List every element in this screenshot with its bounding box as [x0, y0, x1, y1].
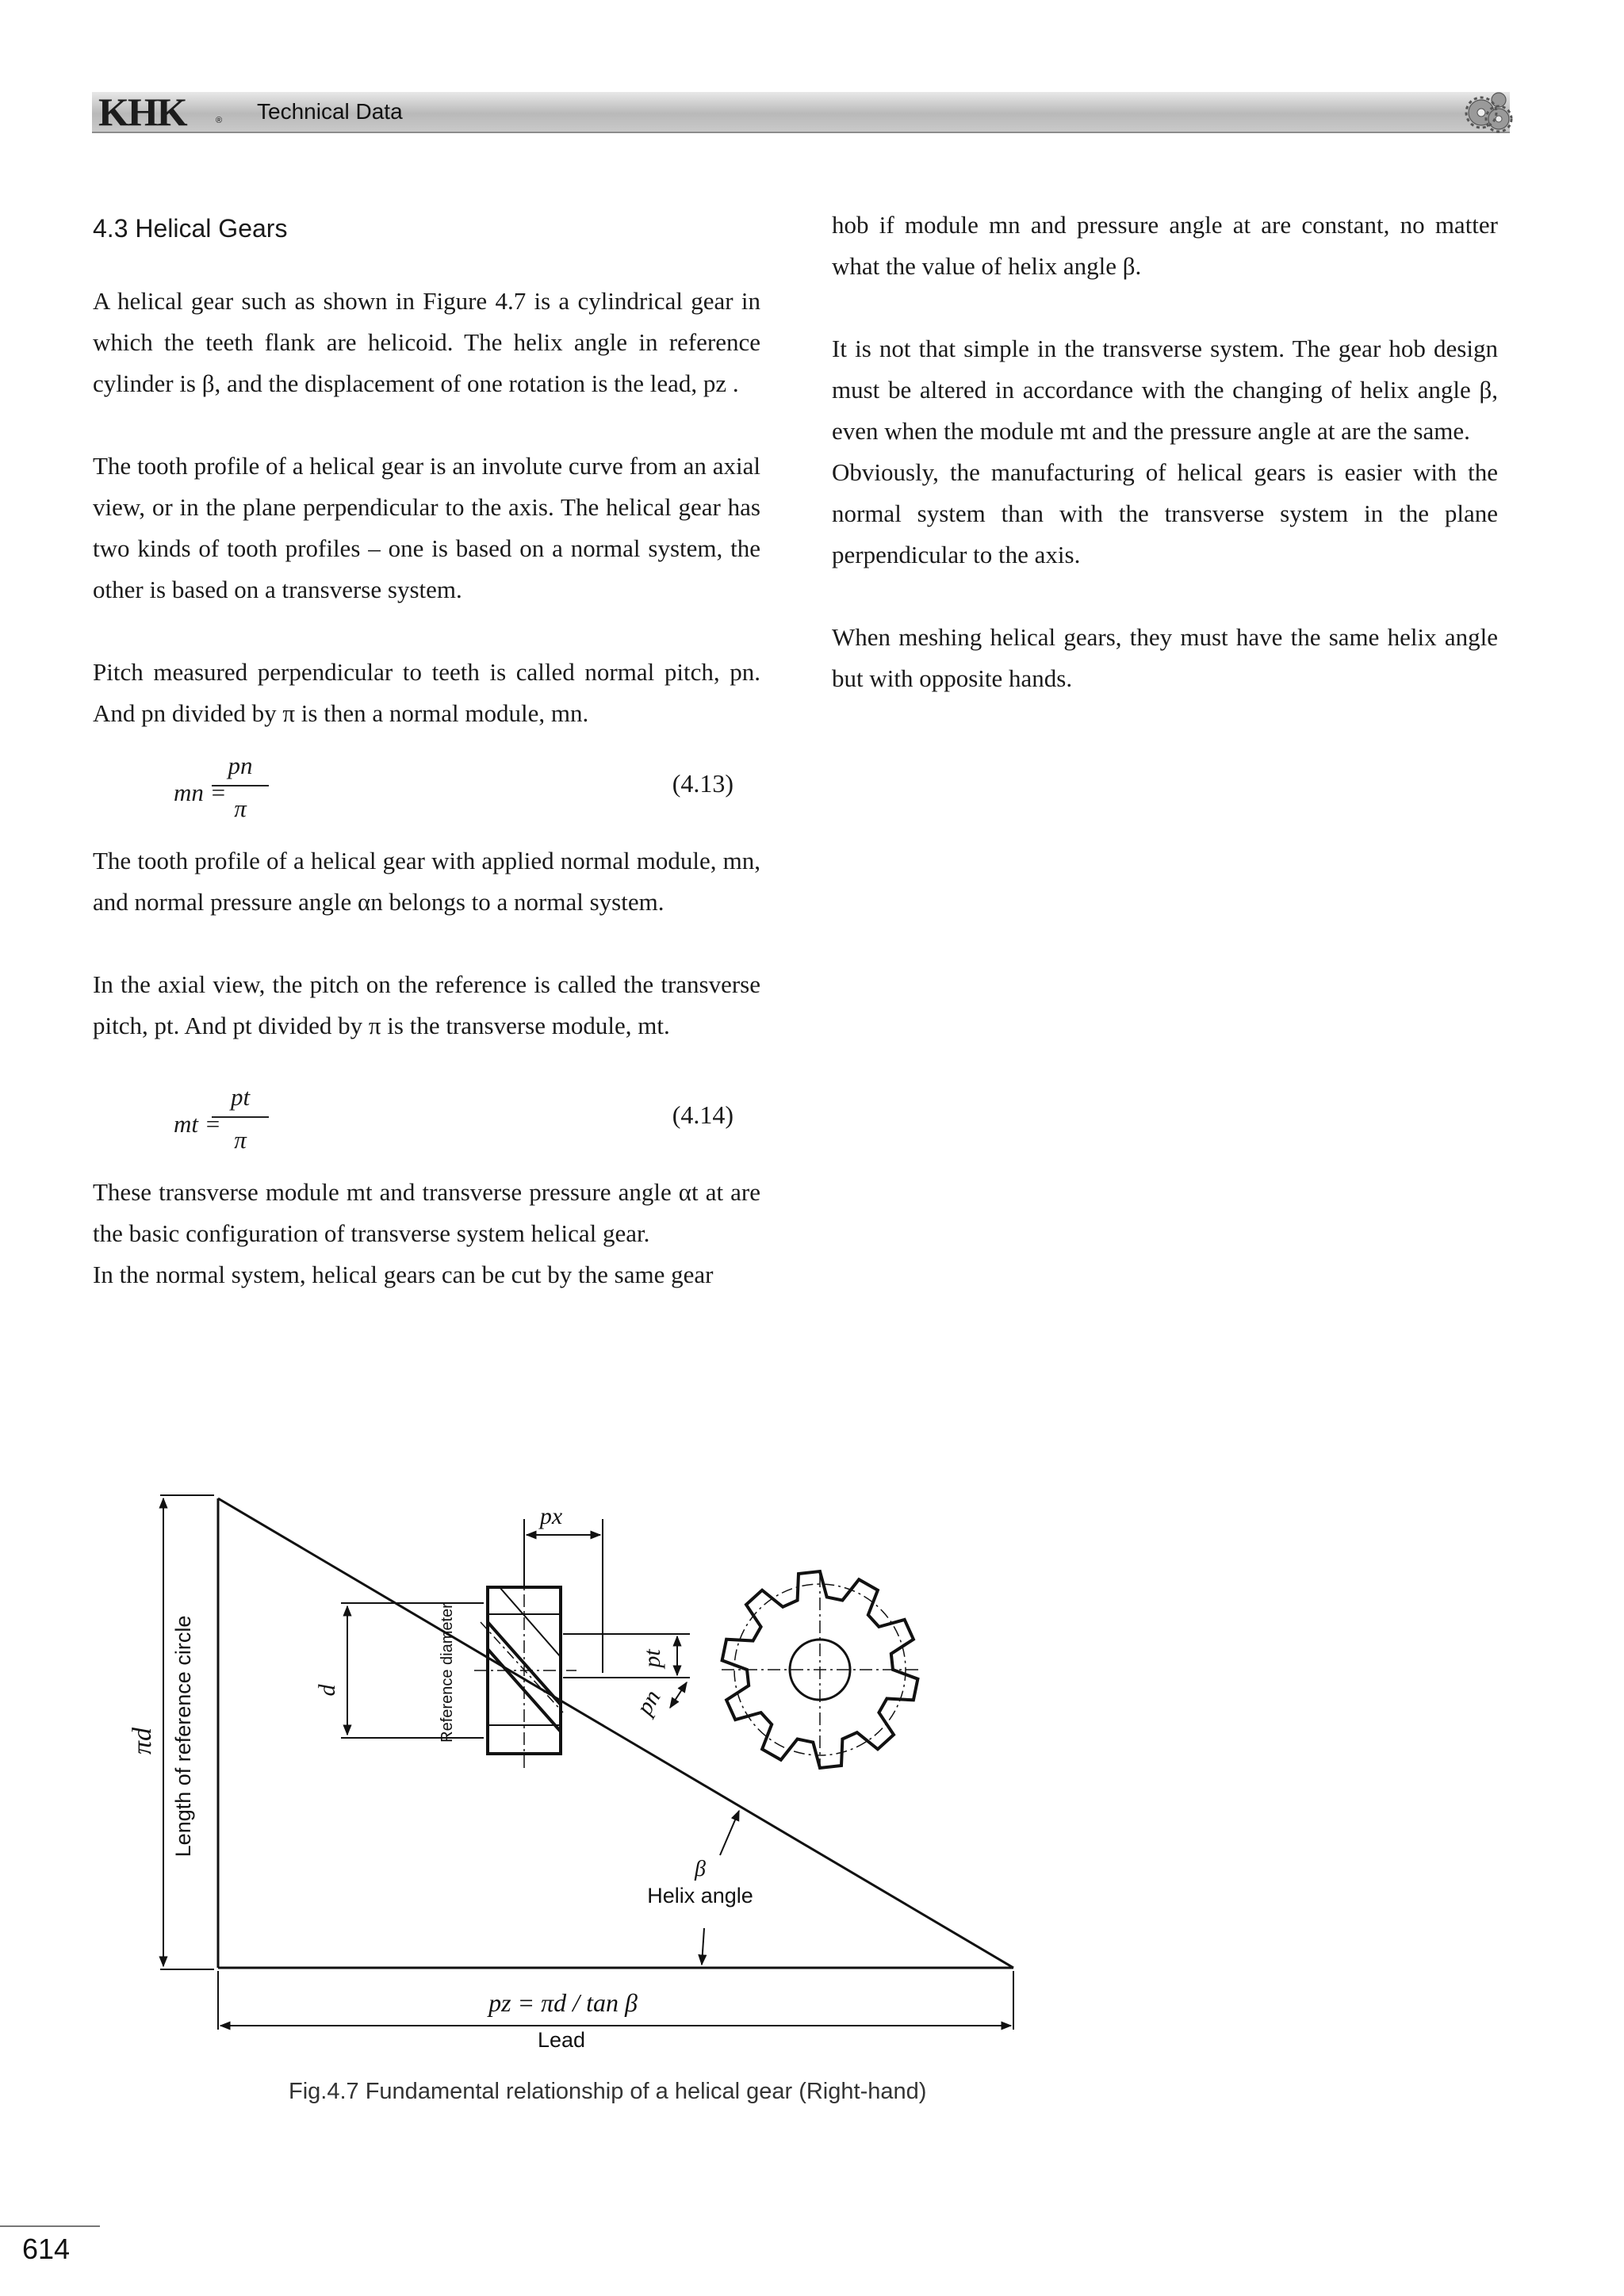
equation-lhs: mn =: [174, 779, 227, 806]
equation-number: (4.13): [672, 769, 733, 798]
label-d: d: [314, 1684, 340, 1697]
label-pid: πd: [128, 1727, 157, 1755]
paragraph-transverse-pitch: In the axial view, the pitch on the reference is called the transverse pitch, pt. And pt divided by π is the transverse module, mt.: [93, 970, 760, 1039]
paragraph-hob: hob if module mn and pressure angle at are constant, no matter what the value of helix angle β.: [832, 211, 1498, 280]
gear-cluster-icon: [1464, 89, 1515, 138]
label-px: px: [539, 1503, 563, 1529]
label-pt: pt: [639, 1649, 665, 1668]
equation-numerator: pn: [228, 752, 253, 779]
paragraph-intro: A helical gear such as shown in Figure 4.7 is a cylindrical gear in which the teeth flank are helicoid. The helix angle in reference cylinder is β, and the displacement of one rotation is the lead, pz .: [93, 287, 760, 397]
paragraph-transverse-hob: It is not that simple in the transverse system. The gear hob design must be altered in accordance with the changing of helix angle β, even when the module mt and the pressure angle at are the same.: [832, 335, 1498, 445]
label-beta: β: [695, 1857, 706, 1881]
equation-numerator: pt: [230, 1083, 251, 1111]
label-reference-diameter: Reference diameter: [439, 1603, 456, 1743]
left-column: [93, 205, 760, 1295]
registered-mark: ®: [216, 116, 223, 125]
figure-caption: Fig.4.7 Fundamental relationship of a helical gear (Right-hand): [289, 2079, 927, 2104]
label-lead-formula: pz = πd / tan β: [488, 1988, 638, 2017]
right-column: [832, 205, 1498, 740]
khk-logo: [98, 90, 223, 134]
page-number: 614: [22, 2233, 71, 2265]
label-helix-angle: Helix angle: [647, 1884, 753, 1908]
paragraph-manufacturing: Obviously, the manufacturing of helical gears is easier with the normal system than with the transverse system in the plane perpendicular to the axis.: [832, 458, 1498, 568]
header-title: Technical Data: [257, 99, 403, 124]
label-length-reference-circle: Length of reference circle: [171, 1615, 195, 1858]
paragraph-normal-system: The tooth profile of a helical gear with applied normal module, mn, and normal pressure angle αn belongs to a normal system.: [93, 847, 760, 916]
gear-front-view: [722, 1571, 918, 1768]
paragraph-normal-cut: In the normal system, helical gears can be cut by the same gear: [93, 1261, 714, 1288]
fraction-bar: [212, 785, 269, 786]
paragraph-normal-pitch: Pitch measured perpendicular to teeth is called normal pitch, pn. And pn divided by π is then a normal module, mn.: [93, 658, 760, 727]
label-lead: Lead: [537, 2028, 586, 2052]
equation-4-14: [93, 1078, 760, 1165]
paragraph-meshing: When meshing helical gears, they must have the same helix angle but with opposite hands.: [832, 623, 1498, 692]
section-heading: 4.3 Helical Gears: [93, 214, 288, 243]
label-pn: pn: [630, 1686, 666, 1720]
equation-lhs: mt =: [174, 1110, 221, 1138]
equation-denominator: π: [234, 1126, 247, 1154]
paragraph-transverse-module: These transverse module mt and transverse pressure angle αt at are the basic configuration of transverse system helical gear.: [93, 1178, 760, 1247]
equation-denominator: π: [234, 794, 247, 822]
equation-4-13: [93, 747, 760, 834]
equation-number: (4.14): [672, 1100, 733, 1129]
page-number-rule: [0, 2225, 100, 2227]
paragraph-tooth-profile: The tooth profile of a helical gear is an involute curve from an axial view, or in the plane perpendicular to the axis. The helical gear has two kinds of tooth profiles – one is based on a normal system, the other is based on a transverse system.: [93, 452, 760, 603]
helical-gear-figure: [87, 1475, 1071, 2077]
fraction-bar: [212, 1116, 269, 1118]
logo-text: KHK: [98, 90, 186, 134]
page-header: [92, 92, 1510, 133]
